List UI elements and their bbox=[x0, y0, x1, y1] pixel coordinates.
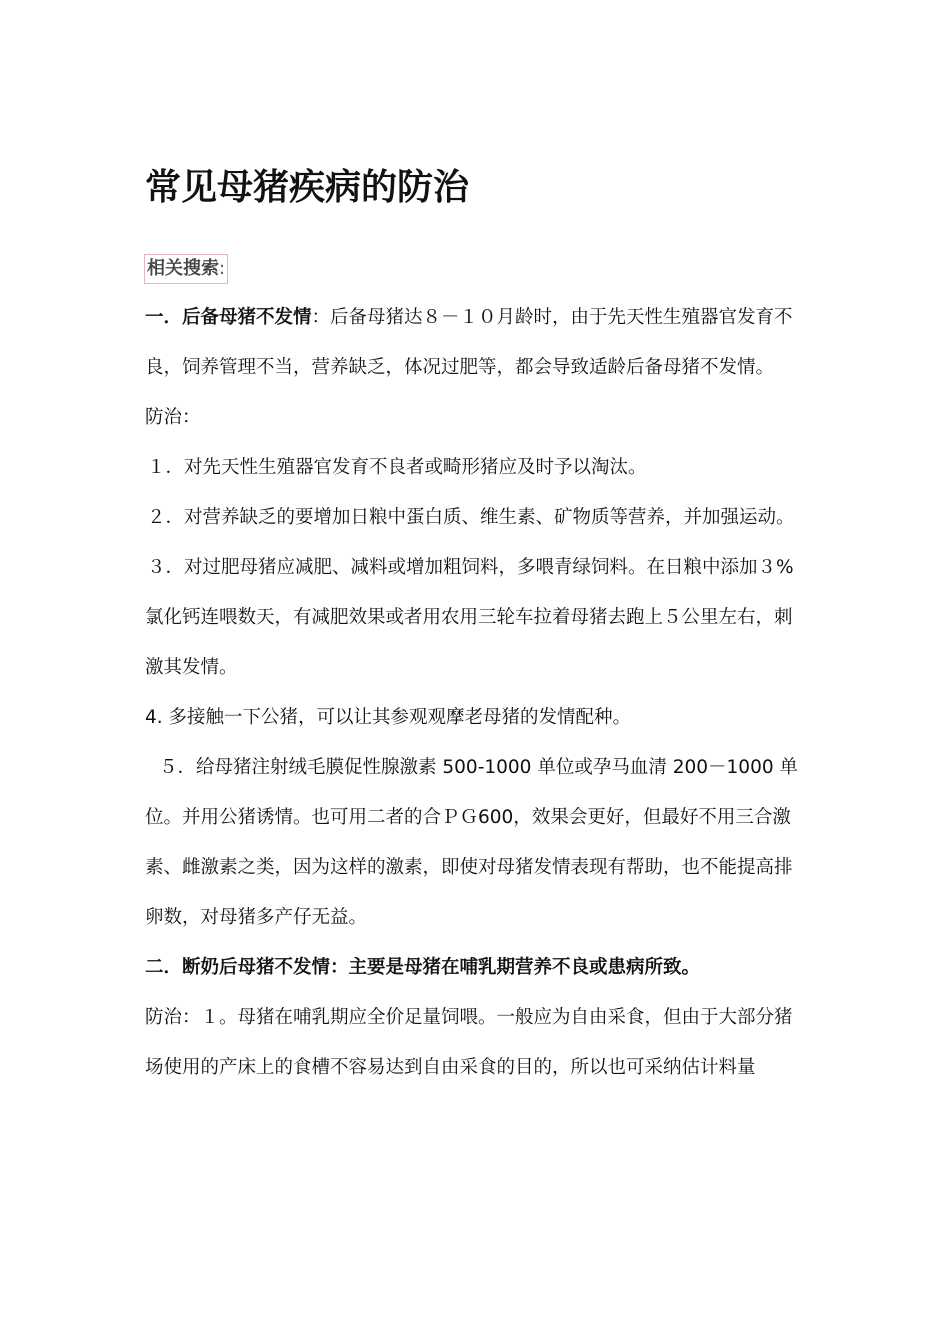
related-search-colon: : bbox=[219, 258, 226, 279]
list-item-4: 4. 多接触一下公猪，可以让其参观观摩老母猪的发情配种。 bbox=[145, 707, 632, 728]
section2-prevention: 防治：１。母猪在哺乳期应全价足量饲喂。一般应为自由采食，但由于大部分猪场使用的产床上的食槽不容易达到自由采食的目的，所以也可采纳估计料量 bbox=[145, 1007, 793, 1078]
list-item-3: ３．对过肥母猪应减肥、减料或增加粗饲料，多喂青绿饲料。在日粮中添加３%氯化钙连喂数天，有减肥效果或者用农用三轮车拉着母猪去跑上５公里左右，刺激其发情。 bbox=[145, 557, 794, 678]
list-item-2: ２．对营养缺乏的要增加日粮中蛋白质、维生素、矿物质等营养，并加强运动。 bbox=[147, 507, 795, 528]
list-item-5: ５．给母猪注射绒毛膜促性腺激素 500-1000 单位或孕马血清 200－1000 单位。并用公猪诱情。也可用二者的合ＰＧ600，效果会更好，但最好不用三合激素、雌激素之类，因为这样的激素，即使对母猪发情表现有帮助，也不能提高排卵数，对母猪多产仔无益。 bbox=[145, 757, 798, 928]
section1-heading: 一．后备母猪不发情 bbox=[145, 307, 312, 328]
section2-heading: 二．断奶后母猪不发情：主要是母猪在哺乳期营养不良或患病所致。 bbox=[145, 957, 701, 978]
prevention-label: 防治： bbox=[145, 407, 201, 428]
list-item-1: １．对先天性生殖器官发育不良者或畸形猪应及时予以淘汰。 bbox=[147, 457, 647, 478]
page-title: 常见母猪疾病的防治 bbox=[145, 167, 470, 208]
section1-text: ：后备母猪达８－１０月龄时，由于先天性生殖器官发育不良，饲养管理不当，营养缺乏，体况过肥等，都会导致适龄后备母猪不发情。 bbox=[145, 307, 793, 378]
section2-paragraph bbox=[145, 943, 805, 993]
related-search-label: 相关搜索 bbox=[147, 258, 219, 279]
section1-paragraph bbox=[145, 293, 805, 393]
article-body bbox=[145, 293, 805, 1093]
related-search-box[interactable] bbox=[144, 254, 228, 284]
